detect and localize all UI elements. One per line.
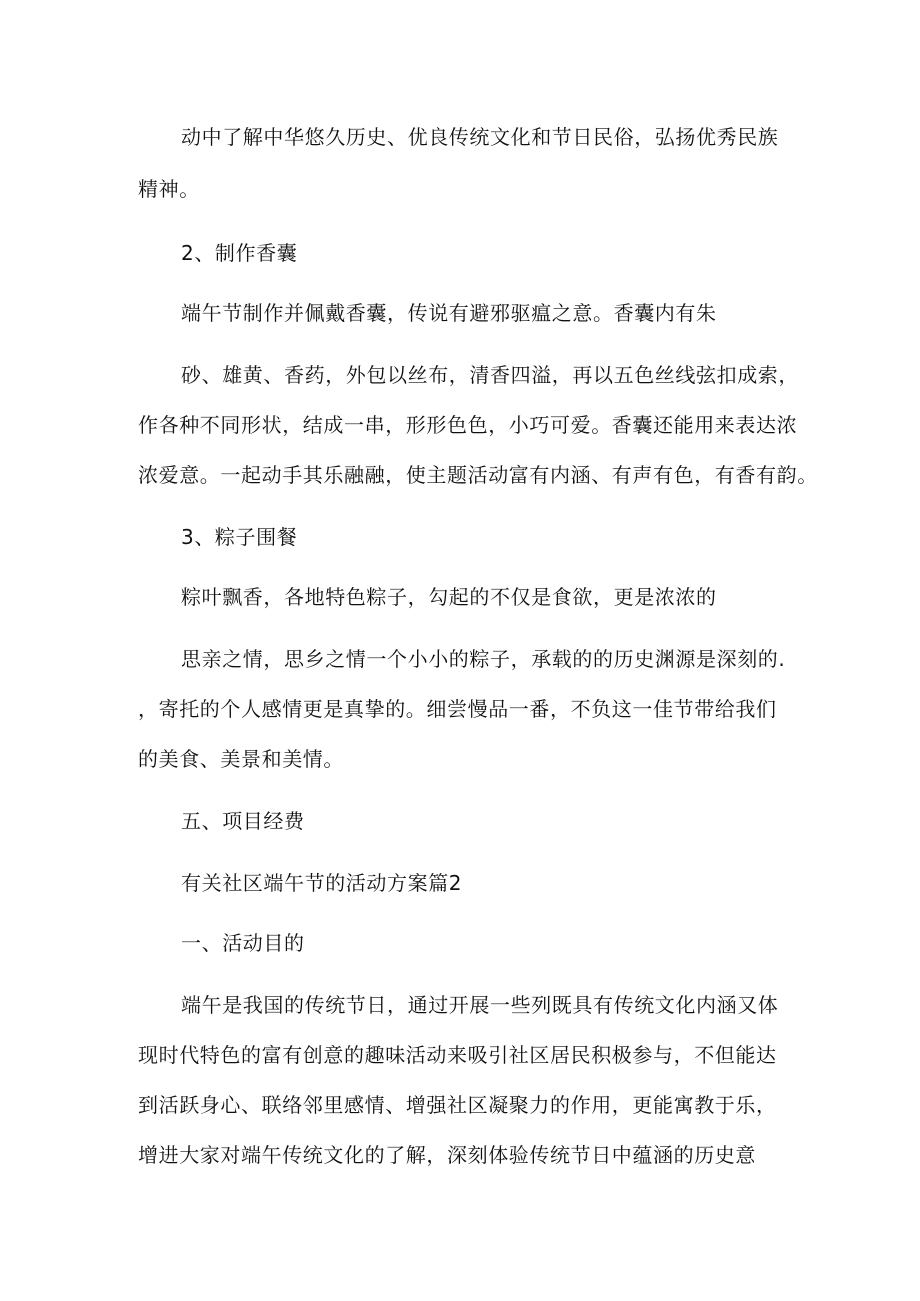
paragraph-line: 粽叶飘香，各地特色粽子，勾起的不仅是食欲，更是浓浓的 (181, 585, 717, 609)
paragraph-line: 精神。 (138, 177, 200, 201)
paragraph-line: 作各种不同形状，结成一串，形形色色，小巧可爱。香囊还能用来表达浓 (138, 413, 798, 437)
section-heading: 3、粽子围餐 (181, 525, 298, 549)
paragraph-line: 端午节制作并佩戴香囊，传说有避邪驱瘟之意。香囊内有朱 (181, 301, 717, 325)
paragraph-line: 端午是我国的传统节日，通过开展一些列既具有传统文化内涵又体 (181, 993, 779, 1017)
paragraph-line: 的美食、美景和美情。 (138, 747, 344, 771)
paragraph-line: ，寄托的个人感情更是真挚的。细尝慢品一番，不负这一佳节带给我们 (138, 697, 777, 721)
section-heading: 2、制作香囊 (181, 241, 298, 265)
paragraph-line: 到活跃身心、联络邻里感情、增强社区凝聚力的作用，更能寓教于乐， (138, 1093, 777, 1117)
paragraph-line: 砂、雄黄、香药，外包以丝布，清香四溢，再以五色丝线弦扣成索， (181, 363, 799, 387)
paragraph-line: 动中了解中华悠久历史、优良传统文化和节日民俗，弘扬优秀民族 (181, 125, 779, 149)
section-heading: 五、项目经费 (181, 809, 305, 833)
section-heading: 一、活动目的 (181, 931, 305, 955)
paragraph-line: 现时代特色的富有创意的趣味活动来吸引社区居民积极参与，不但能达 (138, 1043, 777, 1067)
paragraph-line: 思亲之情，思乡之情一个小小的粽子，承载的的历史渊源是深刻的. (181, 647, 786, 671)
paragraph-line: 增进大家对端午传统文化的了解，深刻体验传统节日中蕴涵的历史意 (138, 1143, 756, 1167)
document-title: 有关社区端午节的活动方案篇2 (181, 871, 463, 895)
paragraph-line: 浓爱意。一起动手其乐融融，使主题活动富有内涵、有声有色，有香有韵。 (138, 463, 818, 487)
